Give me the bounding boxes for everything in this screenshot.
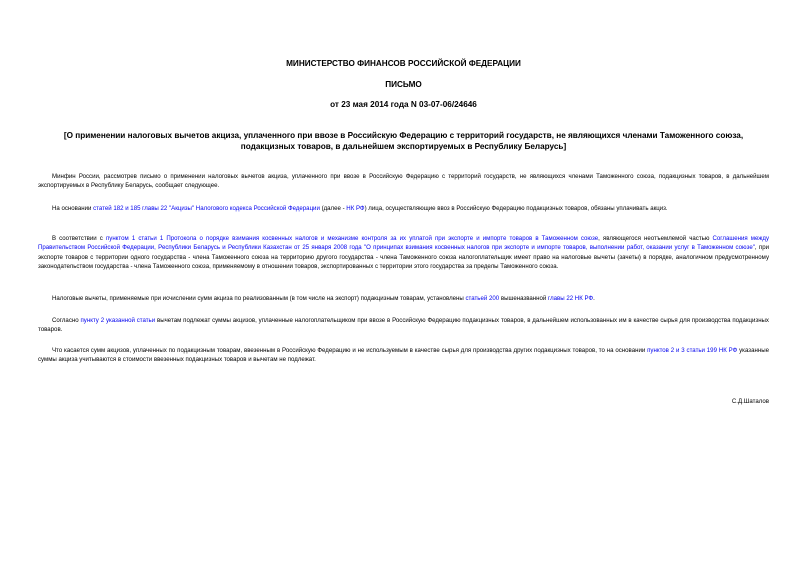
link-protocol[interactable]: пунктом 1 статьи 1 Протокола о порядке взимания косвенных налогов и механизме контроля за их уплатой при экспорте и импорте товаров в Таможенном союзе: [105, 235, 599, 242]
paragraph-1: Минфин России, рассмотрев письмо о применении налоговых вычетов акциза, уплаченного при ввозе в Российскую Федерацию с территорий государств, не являющихся членами Таможенного союза, подакцизных товаров, в дальнейшем экспортируемых в Республику Беларусь, сообщает следующее.: [38, 173, 769, 190]
paragraph-2-text-c: ) лица, осуществляющие ввоз в Российскую Федерацию подакцизных товаров, обязаны уплачивать акциз.: [364, 205, 668, 212]
link-article-199[interactable]: пунктов 2 и 3 статьи 199 НК РФ: [647, 347, 738, 354]
paragraph-4-text-c: .: [593, 295, 595, 302]
paragraph-3: [38, 234, 769, 271]
paragraph-3-text-a: В соответствии с: [52, 235, 106, 242]
paragraph-4-text-a: Налоговые вычеты, применяемые при исчислении сумм акциза по реализованным (в том числе на экспорт) подакцизным товарам, установлены: [52, 295, 466, 302]
link-chapter-22[interactable]: главы 22 НК РФ: [547, 295, 594, 302]
link-point-2[interactable]: пункту 2 указанной статьи: [80, 317, 156, 324]
link-article-200[interactable]: статьей 200: [465, 295, 500, 302]
paragraph-5: [38, 316, 769, 335]
link-agreement[interactable]: Соглашения между Правительством Российской Федерации, Республики Беларусь и Республики Казахстан от 25 января 2008 года "О принципах взимания косвенных налогов при экспорте и импорте товаров, выполнении работ, оказании услуг в Таможенном союзе": [38, 235, 769, 252]
document-type: ПИСЬМО: [385, 80, 422, 89]
paragraph-2-text-a: На основании: [52, 205, 94, 212]
document-subject: [О применении налоговых вычетов акциза, уплаченного при ввозе в Российскую Федерацию с территорий государств, не являющихся членами Таможенного союза, подакцизных товаров, в дальнейшем экспортируемых в Республику Беларусь]: [63, 131, 744, 151]
paragraph-2: [38, 204, 769, 213]
paragraph-5-text-a: Согласно: [52, 317, 81, 324]
link-nk-rf[interactable]: НК РФ: [346, 205, 365, 212]
document-date-number: от 23 мая 2014 года N 03-07-06/24646: [330, 100, 477, 109]
link-articles-182-185[interactable]: статей 182 и 185 главы 22 "Акцизы" Налогового кодекса Российской Федерации: [93, 205, 320, 212]
paragraph-3-text-c: , при экспорте товаров с территории одного государства - члена Таможенного союза на территорию другого государства - члена Таможенного союза налогоплательщик имеет право на налоговые вычеты (зачеты) в порядке, аналогичном предусмотренному законодательством государства - члена Таможенного союза, применяемому в отношении товаров, экспортированных с территории этого государства за пределы Таможенного союза.: [38, 244, 769, 270]
paragraph-6-text-a: Что касается сумм акцизов, уплаченных по подакцизным товарам, ввезенным в Российскую Федерацию и не используемым в качестве сырья для производства других подакцизных товаров, то на основании: [52, 347, 648, 354]
paragraph-4-text-b: вышеназванной: [499, 295, 548, 302]
paragraph-4: [38, 294, 769, 303]
paragraph-6: [38, 346, 769, 365]
paragraph-5-text-b: вычетам подлежат суммы акцизов, уплаченные налогоплательщиком при ввозе в Российскую Федерацию подакцизных товаров, в дальнейшем использованных им в качестве сырья для производства подакцизных товаров.: [38, 317, 769, 334]
paragraph-6-text-b: указанные суммы акциза учитываются в стоимости ввезенных подакцизных товаров и вычетам не подлежат.: [38, 347, 769, 364]
paragraph-3-text-b: , являющегося неотъемлемой частью: [598, 235, 713, 242]
signature: С.Д.Шаталов: [731, 398, 769, 405]
paragraph-2-text-b: (далее -: [319, 205, 347, 212]
ministry-heading: МИНИСТЕРСТВО ФИНАНСОВ РОССИЙСКОЙ ФЕДЕРАЦИИ: [286, 59, 521, 68]
